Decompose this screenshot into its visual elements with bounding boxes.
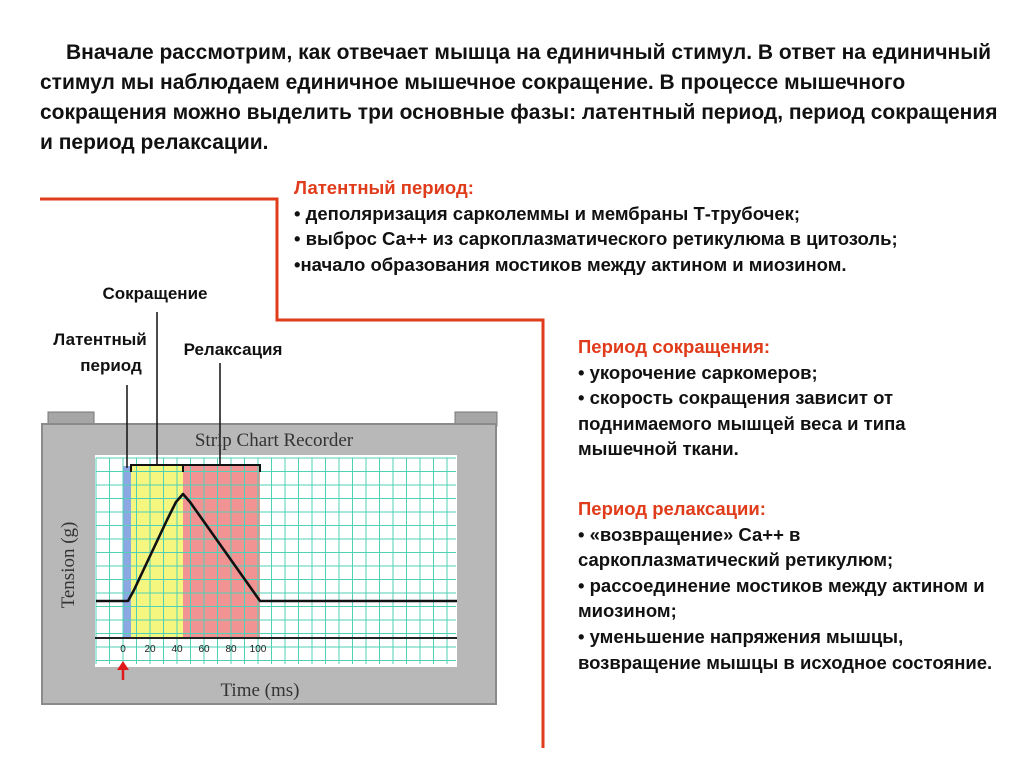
tick-label: 40 xyxy=(171,644,183,655)
relaxation-item: • рассоединение мостиков между актином и миозином; xyxy=(578,574,985,622)
tick-label: 60 xyxy=(198,644,210,655)
contraction-item: • укорочение саркомеров; xyxy=(578,361,818,383)
relaxation-label: Релаксация xyxy=(183,340,283,359)
recorder-title: Strip Chart Recorder xyxy=(194,430,354,451)
contraction-label: Сокращение xyxy=(102,284,208,303)
x-axis-label: Time (ms) xyxy=(220,680,300,701)
relaxation-item: • «возвращение» Са++ в саркоплазматический ретикулюм; xyxy=(578,523,894,571)
latent-label-line2: период xyxy=(80,356,142,375)
intro-paragraph: Вначале рассмотрим, как отвечает мышца на единичный стимул. В ответ на единичный стимул мы наблюдаем единичное мышечное сокращение. В процессе мышечного сокращения можно выделить три основные фазы: латентный период, период сокращения и период релаксации. xyxy=(40,41,998,154)
latent-heading: Латентный период: xyxy=(294,177,474,198)
tick-label: 20 xyxy=(144,644,156,655)
tick-label: 0 xyxy=(120,644,126,655)
contraction-item: • скорость сокращения зависит от поднимаемого мышцей веса и типа мышечной ткани. xyxy=(578,387,906,460)
tick-label: 100 xyxy=(249,644,267,655)
tick-label: 80 xyxy=(225,644,237,655)
relaxation-heading: Период релаксации: xyxy=(578,498,766,519)
latent-item: • выброс Са++ из саркоплазматического ретикулюма в цитозоль; xyxy=(294,228,898,250)
latent-label-line1: Латентный xyxy=(53,330,147,349)
relaxation-item: • уменьшение напряжения мышцы, возвращение мышцы в исходное состояние. xyxy=(578,625,993,673)
y-axis-label: Tension (g) xyxy=(58,521,79,609)
latent-item: • деполяризация сарколеммы и мембраны Т-трубочек; xyxy=(294,202,801,224)
latent-item: •начало образования мостиков между актином и миозином. xyxy=(294,253,847,275)
contraction-heading: Период сокращения: xyxy=(578,336,771,357)
